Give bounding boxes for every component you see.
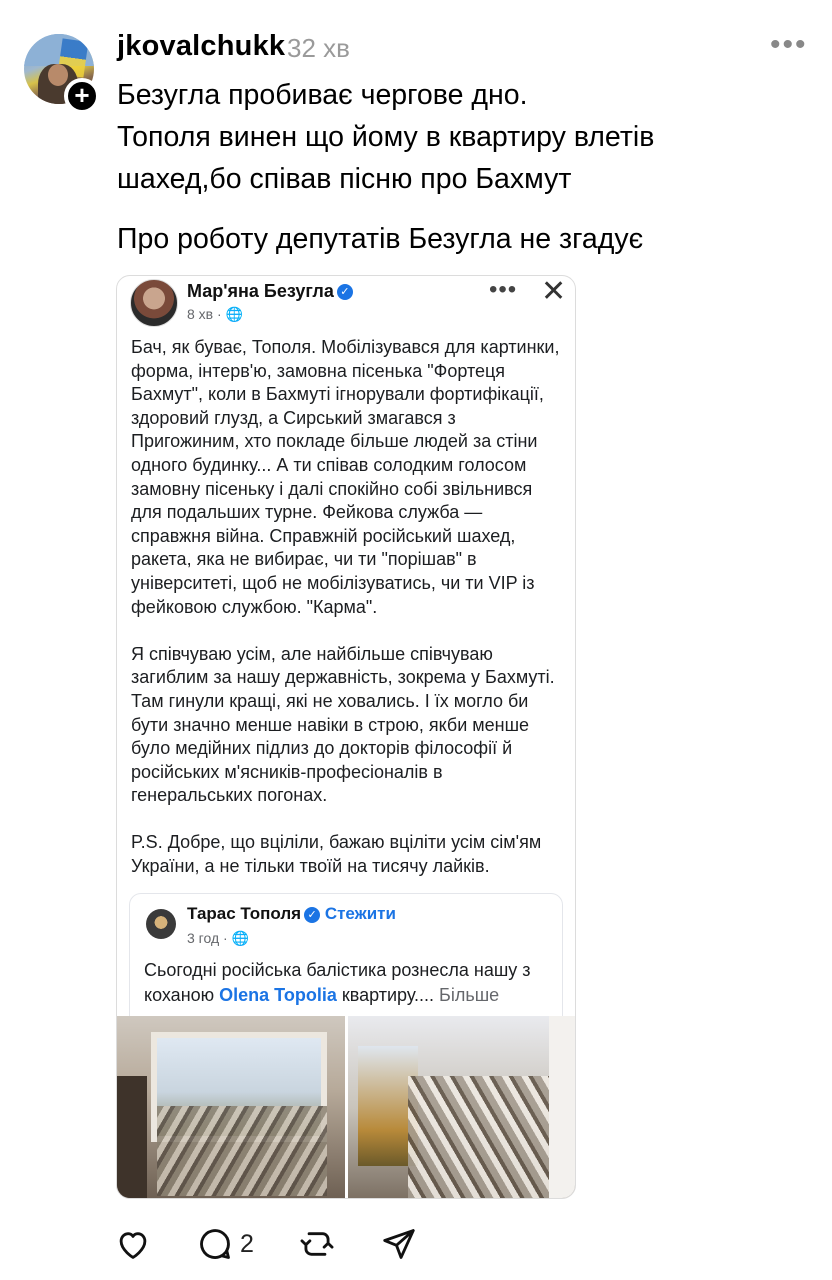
plus-icon: +	[74, 80, 90, 110]
verified-icon: ✓	[337, 284, 353, 300]
shared-time	[187, 930, 249, 947]
heart-icon	[114, 1225, 152, 1263]
comment-icon	[196, 1225, 234, 1263]
screenshot-paragraph-2: Я співчуваю усім, але найбільше співчуваю загиблим за нашу державність, зокрема у Бахмуті. Там гинули кращі, які не ховались. І їх могло би бути значно менше навіки в строю, якби менше було медійних підлиз до докторів філософії й російських м'ясників-професіоналів в генеральських погонах.	[131, 643, 555, 806]
screenshot-time	[187, 306, 243, 323]
screenshot-author-name	[187, 281, 353, 302]
shared-follow-link: Стежити	[324, 904, 396, 923]
photo-room-damage	[348, 1016, 576, 1199]
share-button[interactable]	[380, 1222, 418, 1266]
like-button[interactable]	[114, 1222, 152, 1266]
follow-plus-button[interactable]	[64, 78, 100, 114]
see-more-link: Більше	[434, 985, 500, 1005]
post-text-line-3: шахед,бо співав пісню про Бахмут	[117, 163, 572, 195]
photo-wall	[549, 1016, 576, 1199]
post-text-line-4: Про роботу депутатів Безугла не згадує	[117, 223, 644, 255]
globe-icon: 🌐	[231, 930, 250, 946]
photo-shelf	[117, 1076, 147, 1199]
screenshot-paragraph-1: Бач, як буває, Тополя. Мобілізувався для картинки, форма, інтерв'ю, замовна пісенька "Фортеця Бахмут", коли в Бахмуті ігнорували фортифікації, здоровий глузд, а Сирський змагався з Пригожиним, хто покладе більше людей за стіни одного будинку... А ти співав солодким голосом замовну пісеньку і далі спокійно собі звільнився для подальших турне. Фейкова служба — справжня війна. Справжній російський шахед, ракета, яка не вибирає, чи ти "порішав" в університеті, щоб не мобілізуватись, чи ти VIP із фейковою службою. "Карма".	[131, 337, 560, 617]
shared-time-label: 3 год ·	[187, 930, 232, 946]
reply-count: 2	[240, 1229, 254, 1258]
username[interactable]: jkovalchukk	[117, 30, 286, 62]
screenshot-time-label: 8 хв ·	[187, 306, 226, 322]
screenshot-author-label: Мар'яна Безугла	[187, 281, 334, 301]
avatar-face	[48, 64, 68, 86]
shared-text-part-2: квартиру....	[336, 985, 435, 1005]
verified-icon: ✓	[304, 907, 320, 923]
attached-screenshot[interactable]	[116, 275, 576, 1199]
post-text-line-1: Безугла пробиває чергове дно.	[117, 79, 528, 111]
reply-button[interactable]	[196, 1222, 254, 1266]
shared-author-label: Тарас Тополя	[187, 904, 302, 923]
photo-window-damage	[117, 1016, 345, 1199]
more-options-icon[interactable]: •••	[770, 28, 808, 61]
shared-author-name	[187, 904, 396, 924]
shared-author-avatar	[146, 909, 176, 939]
post-time: 32 хв	[287, 33, 350, 63]
photo-debris	[157, 1106, 327, 1196]
screenshot-close-icon: ✕	[541, 275, 567, 308]
send-icon	[380, 1225, 418, 1263]
photo-rubble	[408, 1076, 558, 1199]
shared-post-card	[129, 893, 563, 1033]
screenshot-more-icon: •••	[489, 276, 518, 303]
action-bar	[0, 1222, 832, 1270]
globe-icon: 🌐	[225, 306, 243, 322]
repost-icon	[298, 1225, 336, 1263]
mention-link: Olena Topolia	[219, 985, 337, 1005]
damage-photos	[117, 1016, 576, 1199]
screenshot-body	[131, 336, 565, 902]
shared-text	[144, 958, 554, 1008]
post-text-line-2: Тополя винен що йому в квартиру влетів	[117, 121, 655, 153]
repost-button[interactable]	[298, 1222, 336, 1266]
screenshot-paragraph-3: P.S. Добре, що вціліли, бажаю вціліти усім сім'ям України, а не тільки твоїй на тисячу лайків.	[131, 832, 542, 877]
screenshot-author-avatar	[130, 279, 178, 327]
shared-text-part-1: Сьогодні російська балістика рознесла нашу з коханою	[144, 960, 531, 1005]
